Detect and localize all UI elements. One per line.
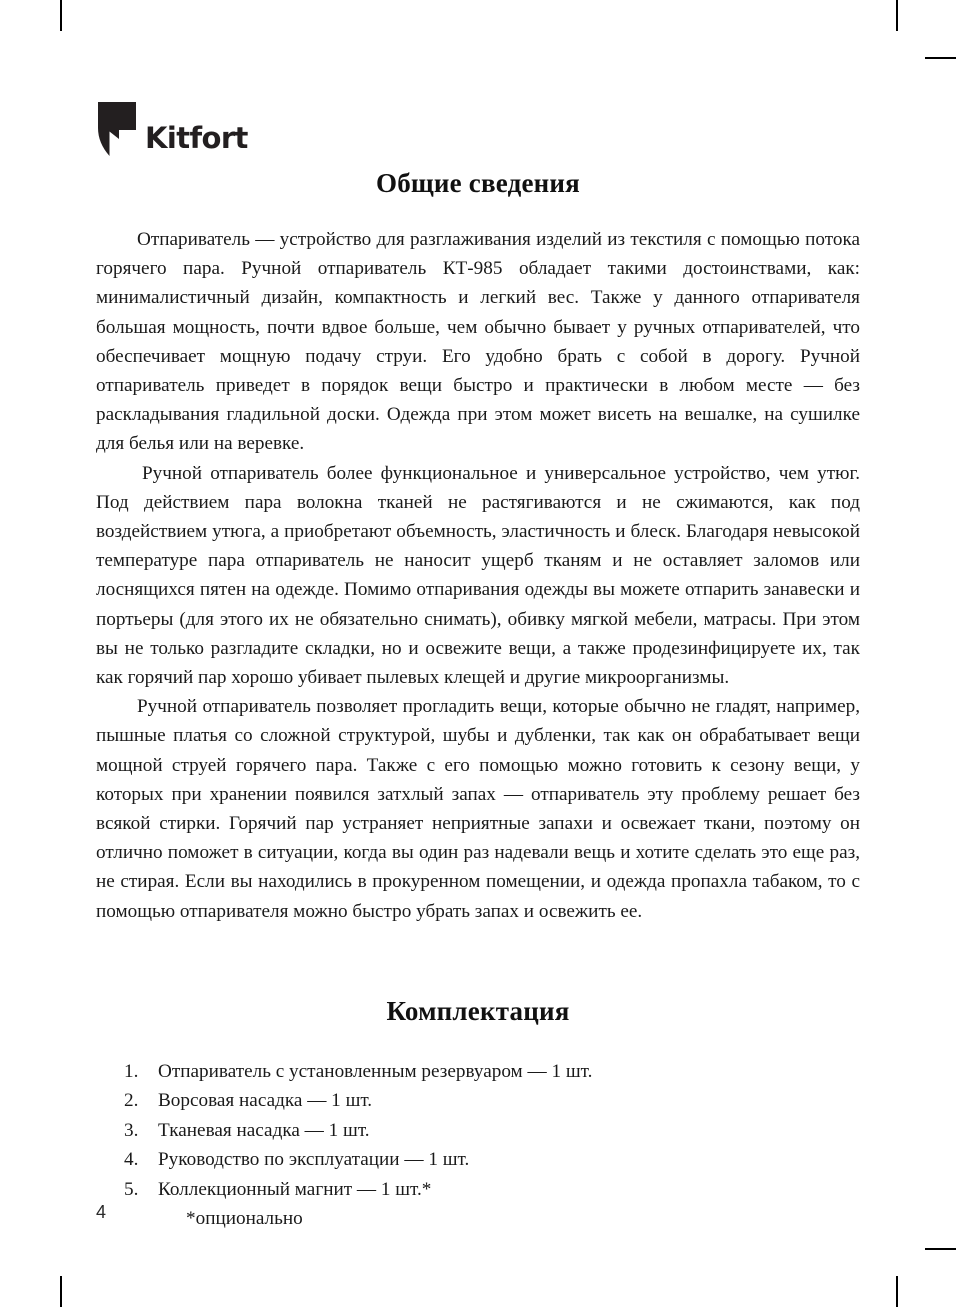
crop-mark-bottom-left	[60, 1276, 62, 1307]
list-item-number: 5.	[124, 1178, 139, 1200]
page-title: Общие сведения	[376, 168, 580, 198]
package-contents-list	[96, 1057, 860, 1204]
crop-mark-top-right-horizontal	[925, 57, 956, 59]
crop-mark-bottom-right-horizontal	[925, 1248, 956, 1250]
list-item-label: Коллекционный магнит — 1 шт.*	[158, 1178, 432, 1200]
section-package-contents	[96, 996, 860, 1233]
section-general-info	[96, 168, 860, 926]
list-item-label: Тканевая насадка — 1 шт.	[158, 1119, 370, 1141]
paragraph: Ручной отпариватель более функциональное и универсальное устройство, чем утюг. Под действием пара волокна тканей не растягиваются и не сжимаются, как под воздействием утюга, а приобретают объемность, эластичность и блеск. Благодаря невысокой температуре пара отпариватель не наносит ущерб тканям и не оставляет заломов или лоснящихся пятен на одежде. Помимо отпаривания одежды вы можете отпарить занавески и портьеры (для этого их не обязательно снимать), обивку мягкой мебели, матрасы. При этом вы не только разгладите складки, но и освежите вещи, а также продезинфицируете их, так как горячий пар хорошо убивает пылевых клещей и другие микроорганизмы.	[96, 462, 860, 689]
list-item-label: Отпариватель с установленным резервуаром — 1 шт.	[158, 1060, 593, 1082]
list-item-number: 3.	[124, 1119, 139, 1141]
crop-mark-bottom-right	[896, 1276, 898, 1307]
crop-mark-top-right	[896, 0, 898, 31]
list-item	[96, 1086, 860, 1115]
paragraph: Отпариватель — устройство для разглаживания изделий из текстиля с помощью потока горячего пара. Ручной отпариватель КТ-985 обладает такими достоинствами, как: минималистичный дизайн, компактность и легкий вес. Также у данного отпаривателя большая мощность, почти вдвое больше, чем обычно бывает у ручных отпаривателей, что обеспечивает мощную подачу струи. Его удобно брать с собой в дорогу. Ручной отпариватель приведет в порядок вещи быстро и практически в любом месте — без раскладывания гладильной доски. Одежда при этом может висеть на вешалке, на сушилке для белья или на веревке.	[96, 229, 860, 455]
brand-logo	[96, 101, 248, 157]
list-item-number: 2.	[124, 1090, 139, 1112]
list-item-number: 4.	[124, 1149, 139, 1171]
brand-wordmark: Kitfort	[145, 121, 248, 155]
page-number: 4	[96, 1202, 107, 1222]
list-item-label: Ворсовая насадка — 1 шт.	[158, 1090, 373, 1112]
list-item-number: 1.	[124, 1060, 139, 1082]
list-item	[96, 1057, 860, 1086]
list-item	[96, 1145, 860, 1174]
list-item-label: Руководство по эксплуатации — 1 шт.	[158, 1149, 470, 1171]
footnote-optional: *опционально	[186, 1207, 303, 1229]
paragraph: Ручной отпариватель позволяет прогладить вещи, которые обычно не гладят, например, пышные платья со сложной структурой, шубы и дубленки, так как он обрабатывает вещи мощной струей горячего пара. Также с его помощью можно готовить к сезону вещи, у которых при хранении появился затхлый запах — отпариватель эту проблему решает без всякой стирки. Горячий пар устраняет неприятные запахи и освежает ткани, поэтому он отлично поможет в ситуации, когда вы один раз надевали вещь и хотите сделать это еще раз, не стирая. Если вы находились в прокуренном помещении, и одежда пропахла табаком, то с помощью отпаривателя можно быстро убрать запах и освежить ее.	[96, 696, 860, 922]
page-content	[96, 168, 860, 1233]
list-item	[96, 1116, 860, 1145]
section-heading-kit: Комплектация	[386, 995, 570, 1026]
kitfort-flag-logo-icon	[96, 101, 138, 157]
list-item	[96, 1175, 860, 1204]
crop-mark-top-left	[60, 0, 62, 31]
